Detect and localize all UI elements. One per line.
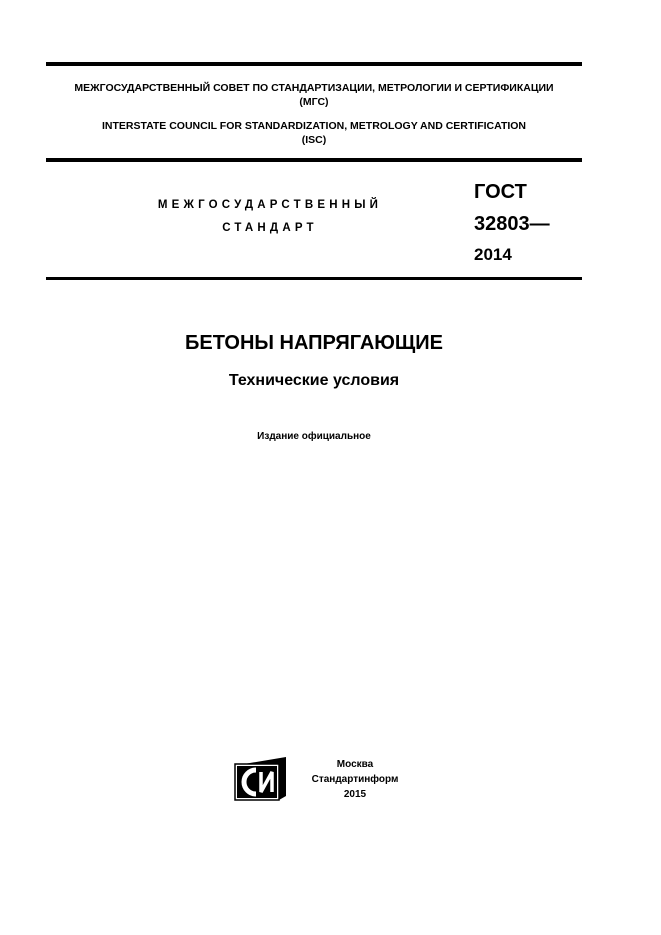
- document-title: БЕТОНЫ НАПРЯГАЮЩИЕ: [184, 332, 444, 354]
- gost-label: ГОСТ: [474, 181, 527, 203]
- council-ru-name: МЕЖГОСУДАРСТВЕННЫЙ СОВЕТ ПО СТАНДАРТИЗАЦИИ, МЕТРОЛОГИИ И СЕРТИФИКАЦИИ: [74, 82, 554, 94]
- top-rule: [46, 62, 582, 66]
- council-ru-abbr: (МГС): [299, 96, 329, 108]
- publisher-name: Стандартинформ: [311, 774, 399, 785]
- standartinform-logo-icon: [234, 756, 288, 802]
- council-en-abbr: (ISC): [301, 134, 327, 146]
- council-en-name: INTERSTATE COUNCIL FOR STANDARDIZATION, METROLOGY AND CERTIFICATION: [101, 120, 527, 132]
- gost-year: 2014: [474, 245, 512, 264]
- council-ru: [46, 81, 582, 109]
- standard-rule: [46, 277, 582, 280]
- council-en: [46, 119, 582, 147]
- standard-kind-line2: СТАНДАРТ: [222, 222, 318, 234]
- publisher-block: [300, 757, 410, 802]
- gost-number: 32803—: [474, 213, 550, 235]
- publisher-city: Москва: [336, 759, 374, 770]
- standard-kind-line1: МЕЖГОСУДАРСТВЕННЫЙ: [157, 199, 383, 211]
- header-rule: [46, 158, 582, 162]
- edition-note: Издание официальное: [257, 431, 371, 442]
- document-subtitle: Технические условия: [228, 372, 400, 389]
- publisher-year: 2015: [343, 789, 367, 800]
